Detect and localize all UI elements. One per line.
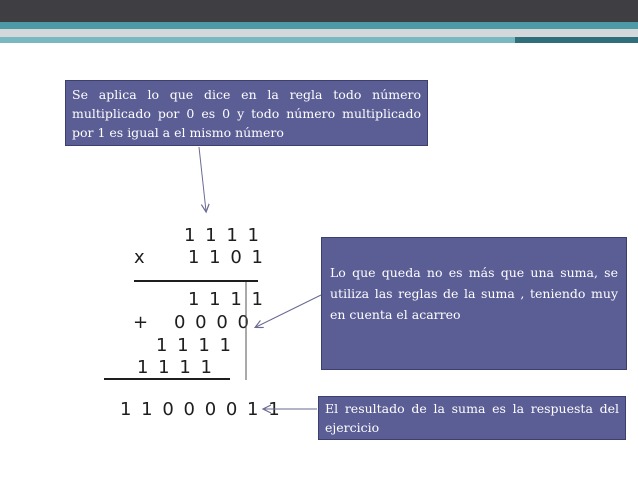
partial-product-1: 1 1 1 1: [188, 289, 265, 310]
times-sign: x: [134, 247, 147, 268]
arrow-to-multiplication: [199, 147, 206, 211]
partial-product-3: 1 1 1 1: [156, 335, 233, 356]
multiplicand: 1 1 1 1: [184, 225, 261, 246]
callout-rule-explanation: Se aplica lo que dice en la regla todo número multiplicado por 0 es 0 y todo número multiplicado por 1 es igual a el mismo número: [65, 80, 428, 146]
final-result: 1 1 0 0 0 0 1 1: [120, 399, 282, 420]
plus-sign: +: [133, 312, 151, 333]
partial-product-4: 1 1 1 1: [137, 357, 214, 378]
callout-sum-explanation: Lo que queda no es más que una suma, se utiliza las reglas de la suma , teniendo muy en cuenta el acarreo: [321, 237, 627, 370]
callout-result-explanation: El resultado de la suma es la respuesta del ejercicio: [318, 396, 626, 440]
partial-product-2: 0 0 0 0: [174, 312, 251, 333]
multiplier: 1 1 0 1: [188, 247, 265, 268]
arrow-to-partial-products: [256, 295, 321, 327]
